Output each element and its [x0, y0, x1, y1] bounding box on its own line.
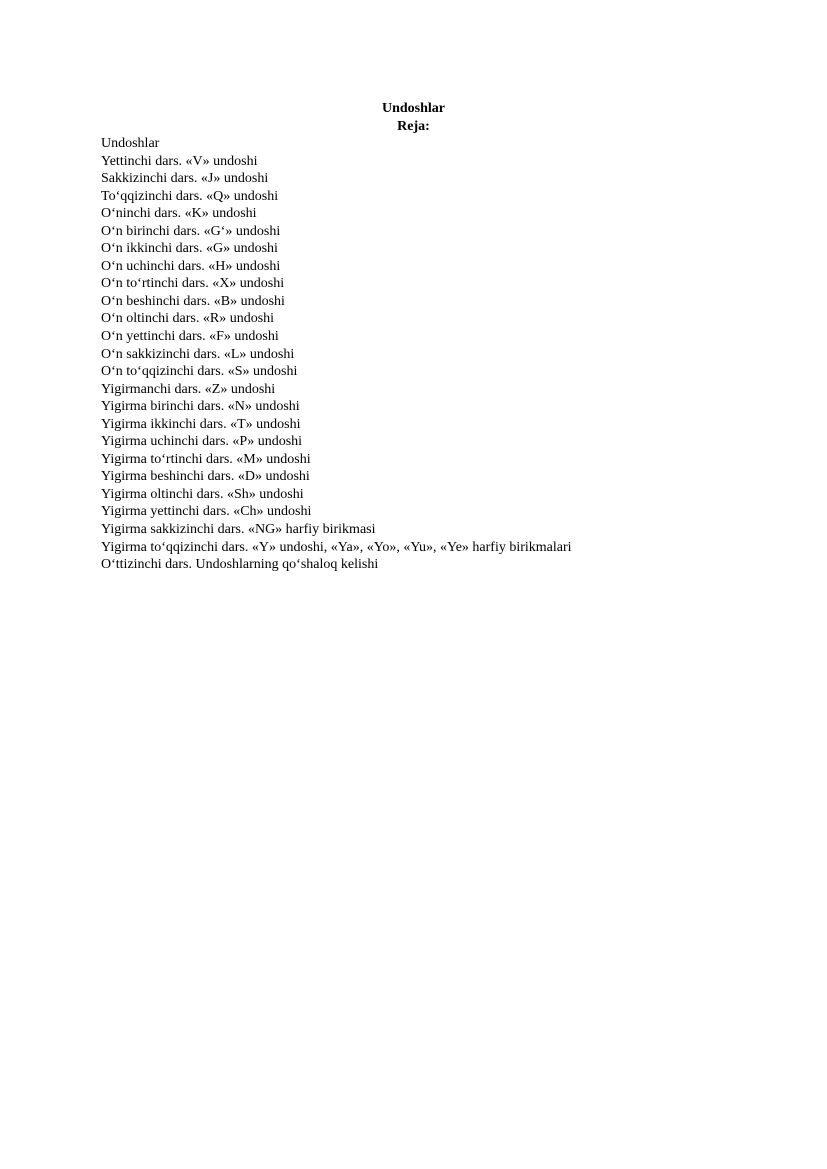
list-item: O‘n sakkizinchi dars. «L» undoshi: [101, 346, 295, 362]
list-item: O‘n yettinchi dars. «F» undoshi: [101, 329, 279, 345]
list-item: O‘n to‘rtinchi dars. «X» undoshi: [101, 276, 285, 292]
list-item: Sakkizinchi dars. «J» undoshi: [101, 171, 269, 187]
list-item: Yigirma yettinchi dars. «Ch» undoshi: [101, 504, 312, 520]
list-item: O‘n oltinchi dars. «R» undoshi: [101, 311, 275, 327]
list-item: O‘n beshinchi dars. «B» undoshi: [101, 293, 285, 309]
list-item: O‘n uchinchi dars. «H» undoshi: [101, 258, 281, 274]
list-item: Yigirma ikkinchi dars. «T» undoshi: [101, 416, 301, 432]
list-item: Yigirma beshinchi dars. «D» undoshi: [101, 469, 310, 485]
list-item: O‘ttizinchi dars. Undoshlarning qo‘shaloq kelishi: [101, 557, 379, 573]
list-item: O‘n ikkinchi dars. «G» undoshi: [101, 241, 278, 257]
list-item: Undoshlar: [101, 136, 160, 151]
document-title: Undoshlar: [381, 101, 446, 116]
list-item: O‘ninchi dars. «K» undoshi: [101, 206, 257, 222]
list-item: Yigirmanchi dars. «Z» undoshi: [101, 381, 276, 397]
list-item: Yigirma to‘rtinchi dars. «M» undoshi: [101, 451, 311, 467]
list-item: Yigirma to‘qqizinchi dars. «Y» undoshi, «Ya», «Yo», «Yu», «Ye» harfiy birikmalari: [101, 539, 572, 555]
list-item: Yigirma oltinchi dars. «Sh» undoshi: [101, 486, 304, 502]
list-item: O‘n to‘qqizinchi dars. «S» undoshi: [101, 364, 298, 380]
plan-list: [101, 135, 572, 574]
list-item: Yigirma sakkizinchi dars. «NG» harfiy birikmasi: [101, 522, 376, 538]
plan-heading: Reja:: [397, 119, 430, 134]
list-item: O‘n birinchi dars. «G‘» undoshi: [101, 223, 281, 239]
list-item: To‘qqizinchi dars. «Q» undoshi: [101, 188, 279, 204]
list-item: Yettinchi dars. «V» undoshi: [101, 153, 258, 169]
list-item: Yigirma uchinchi dars. «P» undoshi: [101, 434, 303, 450]
list-item: Yigirma birinchi dars. «N» undoshi: [101, 399, 300, 415]
